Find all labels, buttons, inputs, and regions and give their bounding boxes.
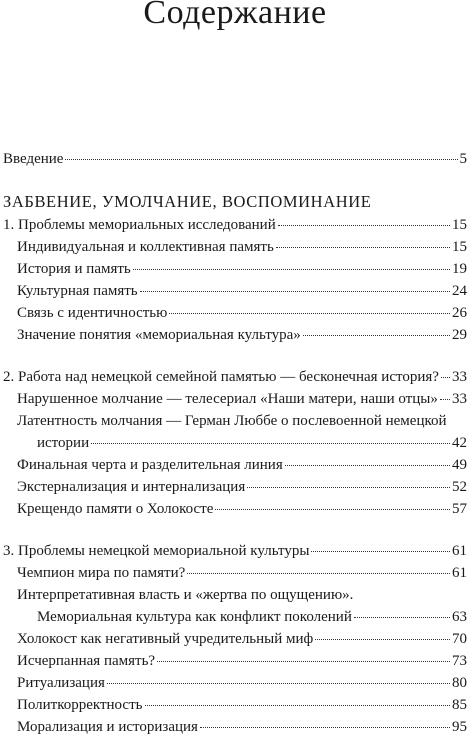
- toc-page-number: 63: [452, 609, 467, 625]
- leader-dots: [303, 335, 450, 336]
- toc-entry-label: Исчерпанная память?: [17, 653, 156, 669]
- toc-entry-label: Политкорректность: [17, 697, 143, 713]
- leader-dots: [91, 443, 450, 444]
- toc-entry-label: Введение: [3, 151, 64, 167]
- toc-entry-label: Нарушенное молчание — телесериал «Наши матери, наши отцы»: [17, 391, 438, 407]
- toc-entry-label-cont: Мемориальная культура как конфликт поколений: [37, 609, 352, 625]
- toc-page-number: 85: [452, 697, 467, 713]
- toc-page-number: 29: [452, 327, 467, 343]
- toc-chapter-3[interactable]: [3, 542, 467, 560]
- toc-entry-label: Финальная черта и разделительная линия: [17, 457, 283, 473]
- toc-entry[interactable]: [17, 630, 467, 648]
- toc-page-number: 33: [452, 391, 467, 407]
- toc-entry-label: Экстернализация и интернализация: [17, 479, 246, 495]
- toc-entry[interactable]: [17, 456, 467, 474]
- leader-dots: [441, 377, 450, 378]
- page-title: Содержание: [143, 0, 327, 31]
- toc-page-number: 49: [452, 457, 467, 473]
- toc-entry-label: Связь с идентичностью: [17, 305, 168, 321]
- leader-dots: [354, 617, 450, 618]
- toc-entry-label: Холокост как негативный учредительный миф: [17, 631, 314, 647]
- toc-entry[interactable]: [17, 304, 467, 322]
- toc-entry[interactable]: [17, 478, 467, 496]
- leader-dots: [200, 727, 450, 728]
- toc-entry[interactable]: [17, 260, 467, 278]
- leader-dots: [107, 683, 450, 684]
- toc-entry-label: Крещендо памяти о Холокосте: [17, 501, 214, 517]
- toc-entry[interactable]: [17, 326, 467, 344]
- toc-entry[interactable]: [17, 390, 467, 408]
- toc-page-number: 95: [452, 719, 467, 735]
- toc-page-number: 73: [452, 653, 467, 669]
- leader-dots: [311, 551, 450, 552]
- toc-page-number: 19: [452, 261, 467, 277]
- toc-entry-label: Чемпион мира по памяти?: [17, 565, 186, 581]
- leader-dots: [315, 639, 450, 640]
- toc-entry[interactable]: [17, 674, 467, 692]
- toc-entry-label: Культурная память: [17, 283, 138, 299]
- toc-entry-label: Ритуализация: [17, 675, 105, 691]
- toc-page-number: 33: [452, 369, 467, 385]
- toc-entry-label: Индивидуальная и коллективная память: [17, 239, 274, 255]
- leader-dots: [278, 225, 450, 226]
- toc-page-number: 80: [452, 675, 467, 691]
- leader-dots: [440, 399, 450, 400]
- toc-page-number: 70: [452, 631, 467, 647]
- toc-entry-label: Значение понятия «мемориальная культура»: [17, 327, 301, 343]
- toc-entry[interactable]: [17, 696, 467, 714]
- toc-entry-label: 2. Работа над немецкой семейной памятью — бесконечная история?: [3, 369, 439, 385]
- toc-chapter-2[interactable]: [3, 368, 467, 386]
- toc-entry-label: Морализация и историзация: [17, 719, 198, 735]
- toc-chapter-1[interactable]: [3, 216, 467, 234]
- leader-dots: [276, 247, 450, 248]
- toc-entry-label-line1[interactable]: Интерпретативная власть и «жертва по ощущению».: [17, 587, 354, 603]
- toc-entry-intro[interactable]: [3, 150, 467, 168]
- toc-entry[interactable]: [17, 564, 467, 582]
- leader-dots: [247, 487, 450, 488]
- leader-dots: [157, 661, 450, 662]
- toc-page-number: 15: [452, 239, 467, 255]
- leader-dots: [65, 159, 457, 160]
- toc-entry-label-line1[interactable]: Латентность молчания — Герман Люббе о послевоенной немецкой: [17, 413, 447, 429]
- toc-entry-label: 3. Проблемы немецкой мемориальной культуры: [3, 543, 310, 559]
- toc-entry-label-cont: истории: [37, 435, 90, 451]
- toc-entry[interactable]: [17, 652, 467, 670]
- toc-entry-label: История и память: [17, 261, 131, 277]
- leader-dots: [145, 705, 451, 706]
- toc-entry[interactable]: [17, 282, 467, 300]
- toc-entry-label: 1. Проблемы мемориальных исследований: [3, 217, 276, 233]
- part-heading: ЗАБВЕНИЕ, УМОЛЧАНИЕ, ВОСПОМИНАНИЕ: [3, 192, 372, 211]
- toc-page-number: 57: [452, 501, 467, 517]
- toc-page-number: 15: [452, 217, 467, 233]
- toc-entry[interactable]: [17, 238, 467, 256]
- leader-dots: [169, 313, 450, 314]
- leader-dots: [133, 269, 450, 270]
- toc-entry[interactable]: [17, 718, 467, 736]
- toc-entry[interactable]: [37, 434, 467, 452]
- toc-page-number: 61: [452, 565, 467, 581]
- toc-entry[interactable]: [17, 500, 467, 518]
- leader-dots: [187, 573, 450, 574]
- toc-entry[interactable]: [37, 608, 467, 626]
- leader-dots: [215, 509, 450, 510]
- toc-page-number: 61: [452, 543, 467, 559]
- toc-page-number: 26: [452, 305, 467, 321]
- leader-dots: [285, 465, 450, 466]
- toc-page-number: 42: [452, 435, 467, 451]
- toc-page-number: 5: [459, 151, 467, 167]
- leader-dots: [140, 291, 450, 292]
- toc-page-number: 24: [452, 283, 467, 299]
- toc-page-number: 52: [452, 479, 467, 495]
